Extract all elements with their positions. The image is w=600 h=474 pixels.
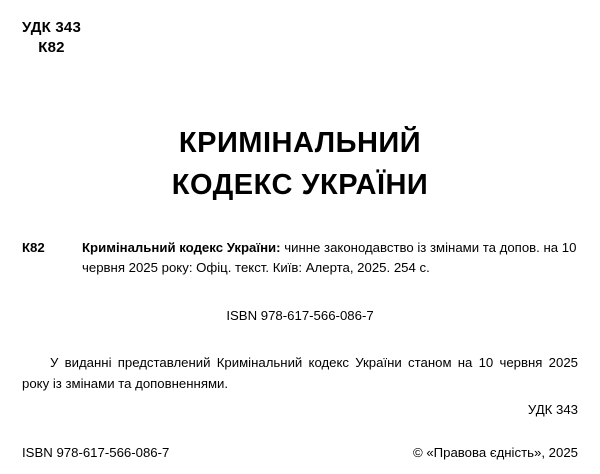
udc-top-block (22, 18, 81, 59)
isbn-center: ISBN 978-617-566-086-7 (226, 308, 374, 323)
footer-isbn: ISBN 978-617-566-086-7 (22, 445, 170, 460)
page-title (0, 122, 600, 206)
footer-copyright: © «Правова єдність», 2025 (412, 445, 578, 460)
page-footer (22, 445, 578, 460)
udc-top-line1: УДК 343 (22, 19, 82, 36)
catalog-entry-details: чинне законодавство із змінами та допов. на 10 червня 2025 року: Офіц. текст. Київ: Алерта, 2025. 254 с. (82, 240, 577, 276)
annotation-text (22, 352, 578, 394)
udc-right: УДК 343 (527, 402, 578, 417)
page-title-line1: КРИМІНАЛЬНИЙ (178, 127, 422, 159)
catalog-entry-text (82, 238, 578, 279)
page-title-line2: КОДЕКС УКРАЇНИ (171, 169, 429, 202)
udc-top-line2: К82 (38, 39, 65, 57)
annotation-body: У виданні представлений Кримінальний кодекс України станом на 10 червня 2025 року із змінами та доповненнями. (22, 355, 578, 392)
catalog-entry-code: К82 (22, 240, 45, 255)
catalog-entry-title: Кримінальний кодекс України: (82, 240, 281, 255)
catalog-entry (22, 238, 578, 279)
